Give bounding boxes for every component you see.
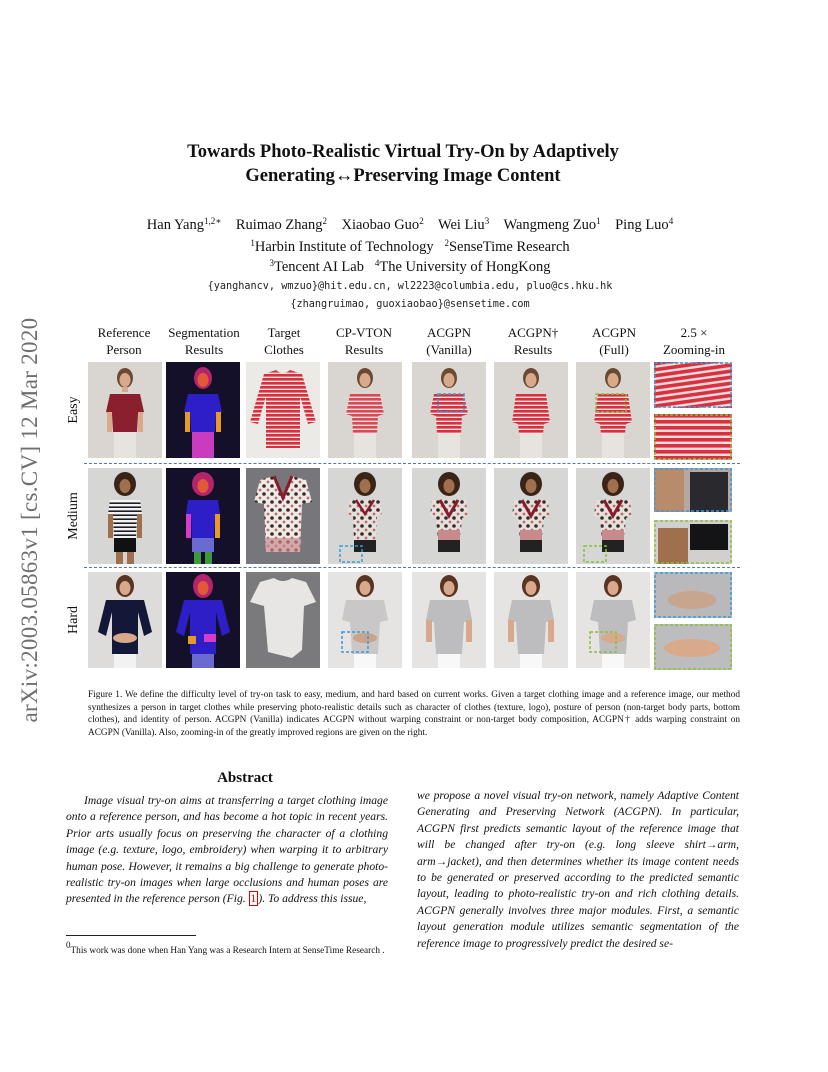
figure-image-acgpn-dagger bbox=[494, 468, 568, 564]
figure-image-acgpn-full bbox=[576, 468, 650, 564]
arxiv-stamp bbox=[2, 280, 58, 760]
author: Han Yang$^{1,2∗}$ bbox=[146, 216, 222, 233]
author: Ruimao Zhang$^2$ bbox=[235, 216, 327, 233]
figure-image-cp-vton bbox=[328, 468, 402, 564]
figure-image-target-clothes bbox=[246, 362, 320, 458]
figure-image-acgpn-vanilla bbox=[412, 362, 486, 458]
figure-image-zoom-green bbox=[654, 624, 732, 670]
figure-image-acgpn-dagger bbox=[494, 572, 568, 668]
column-header: 2.5 × Zooming-in bbox=[662, 325, 726, 357]
footnote-rule bbox=[66, 935, 196, 936]
column-header: Segmentation Results bbox=[168, 325, 240, 357]
row-divider bbox=[84, 463, 740, 464]
figure-image-reference-person bbox=[88, 362, 162, 458]
figure-image-acgpn-full bbox=[576, 362, 650, 458]
abstract-left-column: Image visual try-on aims at transferring a target clothing image onto a reference person, and has become a hot topic in recent years. Prior arts usually focus on preserving the character of a clothing image (e.g. texture, logo, embroidery) when warping it to arbitrary human pose. However, it remains a big challenge to generate photo-realistic try-on images when large occlusions and human poses are presented in the reference person (Fig. 1 ). To address this issue, bbox=[66, 794, 388, 906]
figure-image-zoom-blue bbox=[654, 572, 732, 618]
figure-image-target-clothes bbox=[246, 572, 320, 668]
figure-image-acgpn-dagger bbox=[494, 362, 568, 458]
footnote: $^0$This work was done when Han Yang was a Research Intern at SenseTime Research . bbox=[66, 940, 385, 956]
figure-image-target-clothes bbox=[246, 468, 320, 564]
abstract-heading: Abstract bbox=[217, 770, 273, 786]
author-list bbox=[60, 216, 760, 234]
column-header: CP-VTON Results bbox=[335, 325, 393, 357]
row-label-medium: Medium bbox=[66, 492, 81, 540]
abstract-right-column: we propose a novel visual try-on network, namely Adaptive Content Generating and Preserving Network (ACGPN). In particular, ACGPN first predicts semantic layout of the reference image that will be changed after try-on (e.g. long sleeve shirt→arm, arm→jacket), and then determines whether its image content needs to be generated or preserved according to the predicted semantic layout, leading to photo-realistic try-on and rich clothing details. ACGPN generally involves three major modules. First, a semantic layout generation module utilizes semantic segmentation of the reference image to progressively predict the desired se- bbox=[417, 789, 739, 950]
figure-image-acgpn-vanilla bbox=[412, 572, 486, 668]
row-divider bbox=[84, 567, 740, 568]
figure-image-zoom-green bbox=[654, 520, 732, 564]
figure-image-cp-vton bbox=[328, 572, 402, 668]
figure-image-zoom-green bbox=[654, 414, 732, 460]
column-header: Target Clothes bbox=[264, 325, 304, 357]
figure-image-zoom-blue bbox=[654, 362, 732, 408]
figure-image-segmentation bbox=[166, 468, 240, 564]
figure-image-segmentation bbox=[166, 362, 240, 458]
email-line-2[interactable]: {zhangruimao, guoxiaobao}@sensetime.com bbox=[290, 299, 530, 310]
figure-image-cp-vton bbox=[328, 362, 402, 458]
author: Ping Luo$^4$ bbox=[615, 216, 674, 233]
arxiv-stamp-text: arXiv:2003.05863v1 [cs.CV] 12 Mar 2020 bbox=[17, 317, 42, 723]
figure-image-acgpn-full bbox=[576, 572, 650, 668]
affiliation-line-1: $^1$Harbin Institute of Technology $^2$SenseTime Research bbox=[250, 238, 570, 255]
figure-image-zoom-blue bbox=[654, 468, 732, 512]
author: Wei Liu$^3$ bbox=[437, 216, 490, 233]
title-line-1: Towards Photo-Realistic Virtual Try-On by Adaptively bbox=[187, 142, 619, 162]
column-header: ACGPN† Results bbox=[507, 325, 559, 357]
figure-image-reference-person bbox=[88, 468, 162, 564]
column-header: ACGPN (Vanilla) bbox=[426, 325, 472, 357]
column-header: ACGPN (Full) bbox=[591, 325, 637, 357]
figure-image-segmentation bbox=[166, 572, 240, 668]
affiliation-line-2: $^3$Tencent AI Lab $^4$The University of HongKong bbox=[269, 258, 551, 275]
figure-image-reference-person bbox=[88, 572, 162, 668]
title-line-2: Generating↔Preserving Image Content bbox=[245, 166, 561, 186]
author: Xiaobao Guo$^2$ bbox=[341, 216, 424, 233]
email-line-1[interactable]: {yanghancv, wmzuo}@hit.edu.cn, wl2223@columbia.edu, pluo@cs.hku.hk bbox=[207, 281, 613, 292]
figure-caption: Figure 1. We define the difficulty level of try-on task to easy, medium, and hard based on current works. Given a target clothing image and a reference image, our method synthesizes a person in target clothes while preserving photo-realistic details such as character of clothes (texture, logo), posture of person (non-target body parts, bottom clothes), and identity of person. ACGPN (Vanilla) indicates ACGPN without warping constraint or non-target body composition, ACGPN† adds warping constraint on ACGPN (Vanilla). Also, zooming-in of the greatly improved regions are given on the right. bbox=[88, 690, 740, 738]
figure-reference-link[interactable]: 1 bbox=[250, 892, 257, 906]
figure-image-acgpn-vanilla bbox=[412, 468, 486, 564]
row-label-easy: Easy bbox=[66, 396, 81, 424]
column-header: Reference Person bbox=[97, 325, 151, 357]
paper-title bbox=[100, 140, 706, 188]
row-label-hard: Hard bbox=[66, 606, 81, 634]
author: Wangmeng Zuo$^1$ bbox=[503, 216, 601, 233]
